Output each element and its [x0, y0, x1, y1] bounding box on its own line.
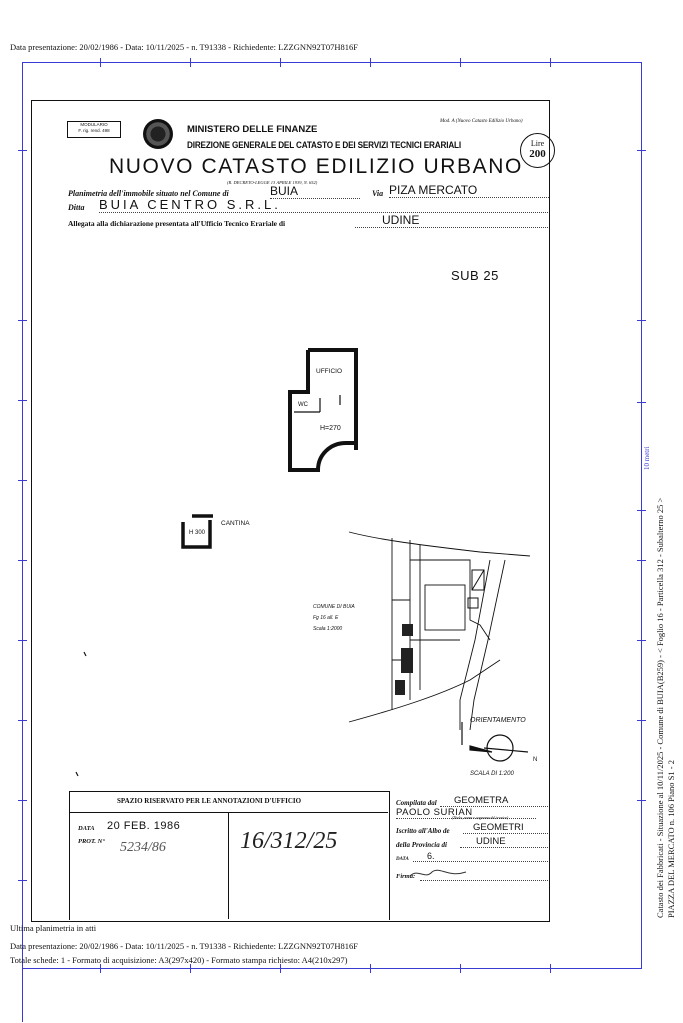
map-note-scale: Scala 1:2000: [313, 626, 343, 632]
height-cantina-label: H 300: [189, 530, 206, 536]
planimetria-label: Planimetria dell'immobile situato nel Comune di: [68, 189, 229, 198]
cantina-label: CANTINA: [221, 520, 250, 527]
scale-label: SCALA DI 1:200: [470, 771, 514, 777]
ultima-planimetria: Ultima planimetria in atti: [10, 923, 97, 933]
compilata-label: Compilata dal: [396, 799, 437, 807]
iscritto-label: Iscritto all'Albo de: [396, 827, 450, 835]
firma-label: Firma:: [396, 873, 416, 880]
side-address-info: PIAZZA DEL MERCATO n. 106 Piano S1 - 2: [666, 760, 676, 918]
modulario-box: MODULARIO F. rig. rend. 498: [67, 121, 121, 138]
surveyor-name-note: (Titolo, nome e cognome del tecnico): [452, 816, 509, 820]
compilata-value: GEOMETRA: [440, 795, 548, 807]
surveyor-name: PAOLO SURIAN: [396, 807, 536, 819]
price-value: 200: [529, 148, 546, 160]
date-value: 20 FEB. 1986: [107, 820, 181, 832]
map-note-foglio: Fg 16 all. E: [313, 615, 339, 621]
side-cadastral-info: Catasto dei Fabbricati - Situazione al 10/11/2025 - Comune di BUIA(B259) - < Foglio 16 - Particella 312 - Subalterno 25 >: [655, 497, 665, 918]
annotation-title: SPAZIO RISERVATO PER LE ANNOTAZIONI D'UFFICIO: [117, 797, 302, 805]
date2-label: DATA: [396, 857, 409, 862]
height-office-label: H=270: [320, 425, 341, 432]
footer-info-line2: Totale schede: 1 - Formato di acquisizione: A3(297x420) - Formato stampa richiesto: A4(210x297): [10, 955, 348, 965]
footer-info-line1: Data presentazione: 20/02/1986 - Data: 10/11/2025 - n. T91338 - Richiedente: LZZGNN92T07H816F: [10, 941, 358, 951]
iscritto-value: GEOMETRI: [463, 822, 548, 834]
sub-label: SUB 25: [451, 268, 499, 283]
via-value: PIZA MERCATO: [389, 183, 549, 198]
ufficio-room-label: UFFICIO: [316, 368, 342, 375]
comune-value: BUIA: [270, 184, 360, 199]
via-label: Via: [372, 189, 384, 198]
price-label: Lire: [530, 139, 545, 148]
map-note-comune: COMUNE DI BUIA: [313, 604, 355, 610]
wc-room-label: WC: [298, 402, 308, 408]
orientamento-label: ORIENTAMENTO: [470, 717, 526, 724]
prot-label: PROT. N°: [78, 838, 105, 845]
mod-note: Mod. A (Nuovo Catasto Edilizio Urbano): [440, 119, 523, 124]
handwritten-reference: 16/312/25: [240, 828, 338, 854]
north-label: N: [533, 757, 538, 763]
ufficio-value: UDINE: [355, 213, 548, 228]
side-scale-note: 10 metri: [643, 446, 651, 470]
prot-value: 5234/86: [120, 840, 166, 855]
signature-line: [420, 880, 548, 881]
annotation-box: [69, 791, 390, 920]
date-label: DATA: [78, 825, 95, 832]
provincia-label: della Provincia di: [396, 841, 447, 849]
decree-note: (R. DECRETO-LEGGE 13 APRILE 1939, N. 652): [227, 180, 318, 185]
direction-title: DIREZIONE GENERALE DEL CATASTO E DEI SERVIZI TECNICI ERARIALI: [187, 140, 461, 150]
provincia-value: UDINE: [460, 836, 548, 848]
header-info: Data presentazione: 20/02/1986 - Data: 10/11/2025 - n. T91338 - Richiedente: LZZGNN92T07H816F: [10, 42, 358, 52]
date2-value: 6.: [413, 851, 548, 862]
ditta-label: Ditta: [68, 203, 85, 212]
allegata-label: Allegata alla dichiarazione presentata all'Ufficio Tecnico Erariale di: [68, 219, 286, 228]
ministry-title: MINISTERO DELLE FINANZE: [187, 124, 318, 135]
document-title: NUOVO CATASTO EDILIZIO URBANO: [109, 155, 523, 178]
ditta-value: BUIA CENTRO S.R.L.: [99, 197, 548, 213]
